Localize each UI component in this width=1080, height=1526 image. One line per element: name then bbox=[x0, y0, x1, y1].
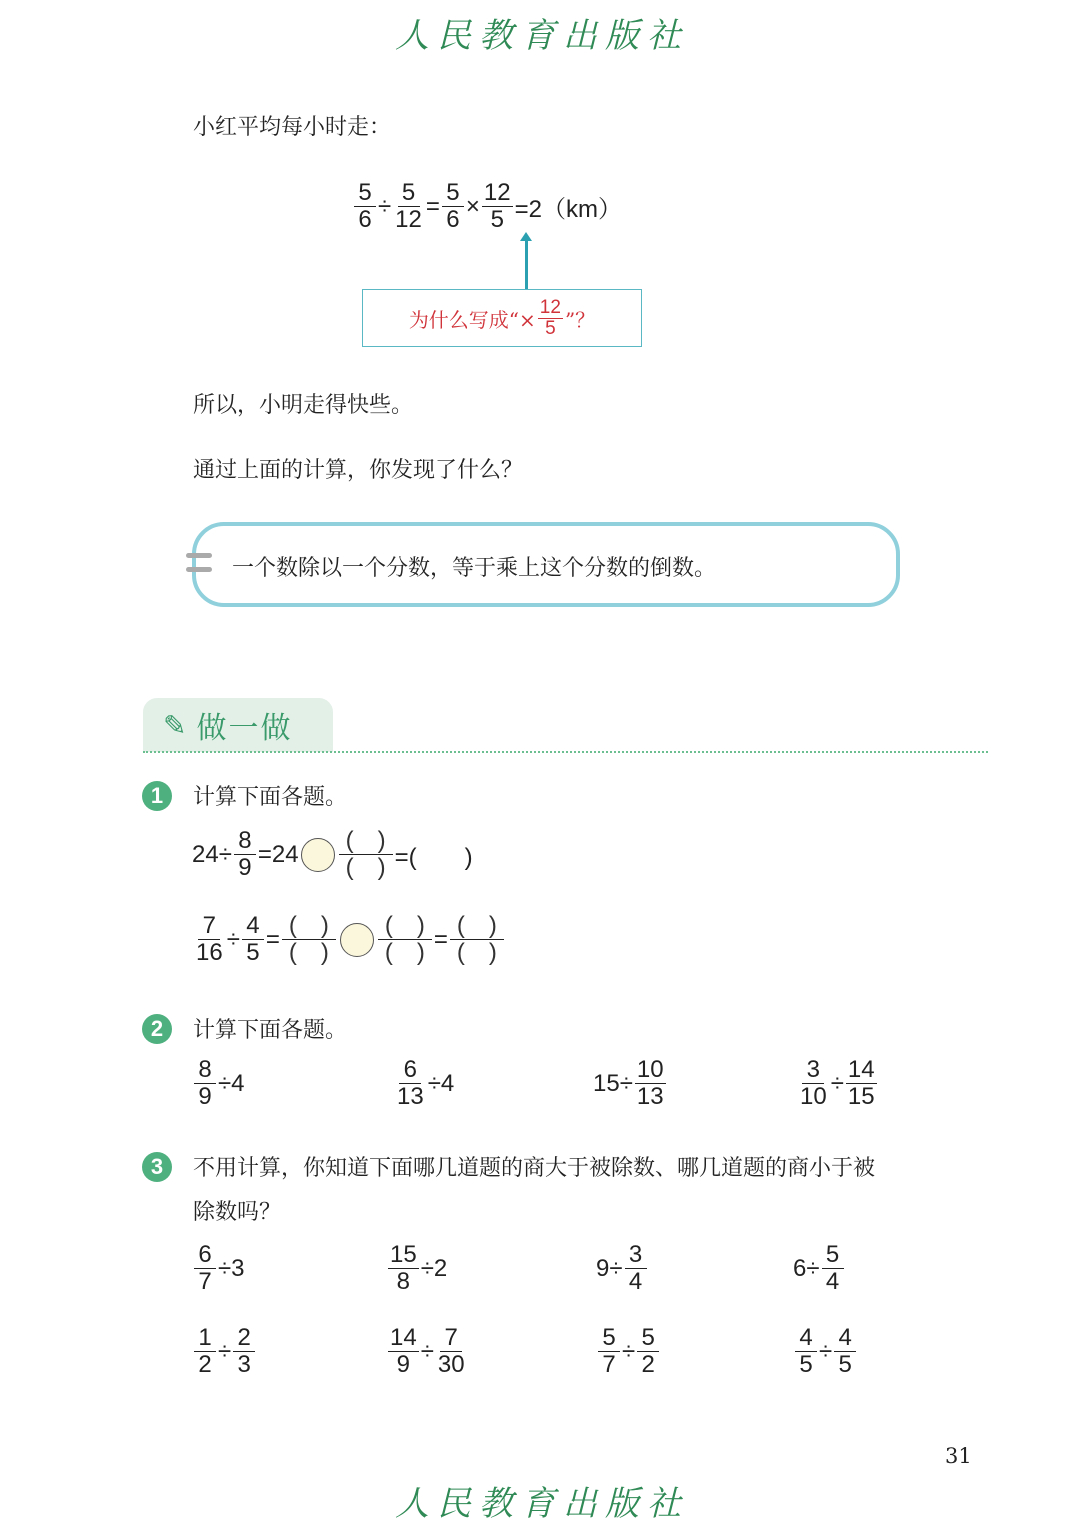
fraction bbox=[436, 1325, 467, 1378]
fraction bbox=[194, 1325, 216, 1378]
expr-text: 15÷ bbox=[593, 1069, 633, 1097]
numerator: ( ) bbox=[450, 913, 504, 940]
numerator: 3 bbox=[802, 1057, 824, 1084]
blank-fraction bbox=[378, 913, 432, 966]
denominator: 5 bbox=[545, 317, 556, 339]
numerator: 5 bbox=[598, 1325, 620, 1352]
pencil-icon: ✎ bbox=[163, 708, 187, 742]
exercise-2-item bbox=[192, 1057, 245, 1110]
expr-text: ÷ bbox=[226, 925, 240, 953]
numerator: 14 bbox=[847, 1056, 875, 1083]
denominator: 12 bbox=[395, 206, 422, 233]
expr-text: ÷ bbox=[819, 1337, 833, 1365]
blank-fraction bbox=[339, 828, 393, 881]
exercise-3-item bbox=[596, 1325, 661, 1378]
fraction bbox=[393, 180, 424, 233]
denominator: 10 bbox=[800, 1083, 827, 1110]
fraction bbox=[234, 828, 256, 881]
section-divider bbox=[143, 751, 988, 753]
expr-text: ÷2 bbox=[420, 1254, 448, 1282]
expr-text: ÷4 bbox=[427, 1069, 455, 1097]
denominator: 9 bbox=[198, 1083, 212, 1110]
numerator: ( ) bbox=[378, 913, 432, 940]
exercise-3-title-line-1: 不用计算，你知道下面哪几道题的商大于被除数、哪几道题的商小于被 bbox=[193, 1156, 876, 1181]
expr-text: 24÷ bbox=[192, 840, 232, 868]
numerator: 7 bbox=[440, 1325, 462, 1352]
rule-text: 一个数除以一个分数，等于乘上这个分数的倒数。 bbox=[232, 556, 717, 581]
fraction bbox=[538, 298, 563, 339]
expr-text: 9÷ bbox=[596, 1254, 623, 1282]
expr-text: ÷3 bbox=[218, 1254, 245, 1282]
denominator: 2 bbox=[641, 1351, 655, 1378]
numerator: 5 bbox=[354, 180, 376, 207]
fraction bbox=[442, 180, 464, 233]
denominator: 8 bbox=[396, 1268, 411, 1295]
fraction bbox=[798, 1057, 829, 1110]
numerator: 6 bbox=[399, 1057, 421, 1084]
numerator: 5 bbox=[637, 1325, 659, 1352]
prompt-text: 通过上面的计算，你发现了什么？ bbox=[193, 458, 524, 483]
expr-text: = bbox=[265, 925, 280, 953]
exercise-2-title: 计算下面各题。 bbox=[193, 1018, 348, 1043]
expr-text: =( ) bbox=[394, 844, 473, 871]
denominator: 15 bbox=[847, 1083, 875, 1110]
exercise-3-item bbox=[192, 1242, 245, 1295]
numerator: 7 bbox=[198, 913, 220, 940]
denominator: 4 bbox=[628, 1268, 643, 1295]
denominator: 9 bbox=[396, 1351, 411, 1378]
denominator: ( ) bbox=[456, 939, 497, 966]
numerator: 3 bbox=[625, 1242, 647, 1269]
fraction bbox=[795, 1325, 817, 1378]
fraction bbox=[395, 1057, 426, 1110]
fraction bbox=[194, 913, 225, 966]
numerator: 8 bbox=[234, 828, 256, 855]
exercise-number-badge: 1 bbox=[142, 781, 172, 811]
expr-text: = bbox=[425, 192, 440, 220]
expr-text: =2（km） bbox=[514, 196, 622, 223]
page-number: 31 bbox=[945, 1444, 972, 1468]
fraction bbox=[194, 1057, 216, 1110]
numerator: 5 bbox=[442, 180, 464, 207]
fraction bbox=[388, 1325, 419, 1378]
fraction bbox=[388, 1242, 419, 1295]
numerator: 1 bbox=[194, 1325, 216, 1352]
fraction bbox=[625, 1242, 647, 1295]
main-equation bbox=[352, 180, 622, 233]
denominator: 16 bbox=[196, 939, 223, 966]
numerator: 4 bbox=[795, 1325, 817, 1352]
expr-text: ÷4 bbox=[218, 1069, 245, 1097]
exercise-3-title-line-2: 除数吗？ bbox=[193, 1200, 282, 1225]
fraction bbox=[354, 180, 376, 233]
fraction bbox=[846, 1057, 877, 1110]
exercise-number-badge: 3 bbox=[142, 1152, 172, 1182]
numerator: ( ) bbox=[282, 913, 336, 940]
denominator: 5 bbox=[490, 206, 504, 233]
denominator: 13 bbox=[636, 1083, 664, 1110]
numerator: 4 bbox=[242, 913, 264, 940]
numerator: 12 bbox=[483, 179, 511, 206]
expr-text: ÷ bbox=[830, 1069, 844, 1097]
expr-text: × bbox=[465, 192, 480, 220]
exercise-1-row-1 bbox=[192, 828, 473, 881]
numerator: 6 bbox=[194, 1242, 216, 1269]
denominator: ( ) bbox=[288, 939, 329, 966]
question-callout bbox=[362, 289, 642, 347]
blank-fraction bbox=[282, 913, 336, 966]
numerator: 15 bbox=[390, 1241, 417, 1268]
section-title: 做一做 bbox=[196, 711, 293, 746]
publisher-watermark-bottom: 人民教育出版社 bbox=[395, 1484, 689, 1524]
numerator: 12 bbox=[539, 296, 561, 318]
denominator: 6 bbox=[358, 206, 372, 233]
fraction bbox=[635, 1057, 666, 1110]
numerator: 4 bbox=[834, 1325, 856, 1352]
numerator: 5 bbox=[398, 180, 420, 207]
fraction bbox=[233, 1325, 255, 1378]
numerator: 10 bbox=[636, 1056, 664, 1083]
denominator: 30 bbox=[437, 1351, 465, 1378]
operator-blank-circle[interactable] bbox=[301, 838, 335, 872]
binder-rings-icon bbox=[186, 553, 212, 572]
exercise-1-title: 计算下面各题。 bbox=[193, 785, 348, 810]
exercise-2-item bbox=[393, 1057, 454, 1110]
denominator: ( ) bbox=[384, 939, 425, 966]
denominator: 2 bbox=[198, 1351, 212, 1378]
denominator: 7 bbox=[198, 1268, 212, 1295]
intro-text: 小红平均每小时走： bbox=[193, 115, 392, 140]
exercise-2-item bbox=[796, 1057, 879, 1110]
operator-blank-circle[interactable] bbox=[340, 923, 374, 957]
denominator: 7 bbox=[602, 1351, 616, 1378]
fraction bbox=[242, 913, 264, 966]
denominator: 5 bbox=[246, 939, 260, 966]
publisher-watermark-top: 人民教育出版社 bbox=[395, 16, 689, 56]
denominator: 3 bbox=[237, 1351, 251, 1378]
exercise-3-item bbox=[596, 1242, 649, 1295]
fraction bbox=[637, 1325, 659, 1378]
exercise-1-row-2 bbox=[192, 913, 506, 966]
question-before: 为什么写成“× bbox=[408, 307, 536, 332]
numerator: 14 bbox=[390, 1324, 417, 1351]
blank-fraction bbox=[450, 913, 504, 966]
numerator: 2 bbox=[233, 1325, 255, 1352]
denominator: 6 bbox=[446, 206, 460, 233]
denominator: 9 bbox=[238, 854, 252, 881]
expr-text: ÷ bbox=[420, 1337, 434, 1365]
expr-text: ÷ bbox=[218, 1337, 232, 1365]
fraction bbox=[194, 1242, 216, 1295]
fraction bbox=[482, 180, 513, 233]
fraction bbox=[598, 1325, 620, 1378]
fraction bbox=[834, 1325, 856, 1378]
exercise-3-item bbox=[192, 1325, 257, 1378]
denominator: 5 bbox=[799, 1351, 813, 1378]
expr-text: = bbox=[433, 925, 448, 953]
expr-text: 6÷ bbox=[793, 1254, 820, 1282]
exercise-3-item bbox=[793, 1325, 858, 1378]
conclusion-text: 所以，小明走得快些。 bbox=[193, 393, 414, 418]
expr-text: =24 bbox=[257, 840, 299, 868]
denominator: ( ) bbox=[345, 854, 386, 881]
expr-text: ÷ bbox=[378, 192, 392, 220]
denominator: 5 bbox=[838, 1351, 852, 1378]
exercise-3-item bbox=[793, 1242, 846, 1295]
numerator: 8 bbox=[194, 1057, 216, 1084]
expr-text: ÷ bbox=[622, 1337, 636, 1365]
exercise-3-item bbox=[386, 1242, 447, 1295]
denominator: 4 bbox=[825, 1268, 840, 1295]
exercise-3-item bbox=[386, 1325, 469, 1378]
arrow-up-icon bbox=[525, 238, 528, 290]
numerator: 5 bbox=[822, 1242, 844, 1269]
section-tab bbox=[143, 698, 333, 752]
exercise-2-item bbox=[593, 1057, 668, 1110]
numerator: ( ) bbox=[339, 828, 393, 855]
question-after: ”？ bbox=[564, 307, 596, 332]
denominator: 13 bbox=[397, 1083, 424, 1110]
fraction bbox=[822, 1242, 844, 1295]
exercise-number-badge: 2 bbox=[142, 1014, 172, 1044]
